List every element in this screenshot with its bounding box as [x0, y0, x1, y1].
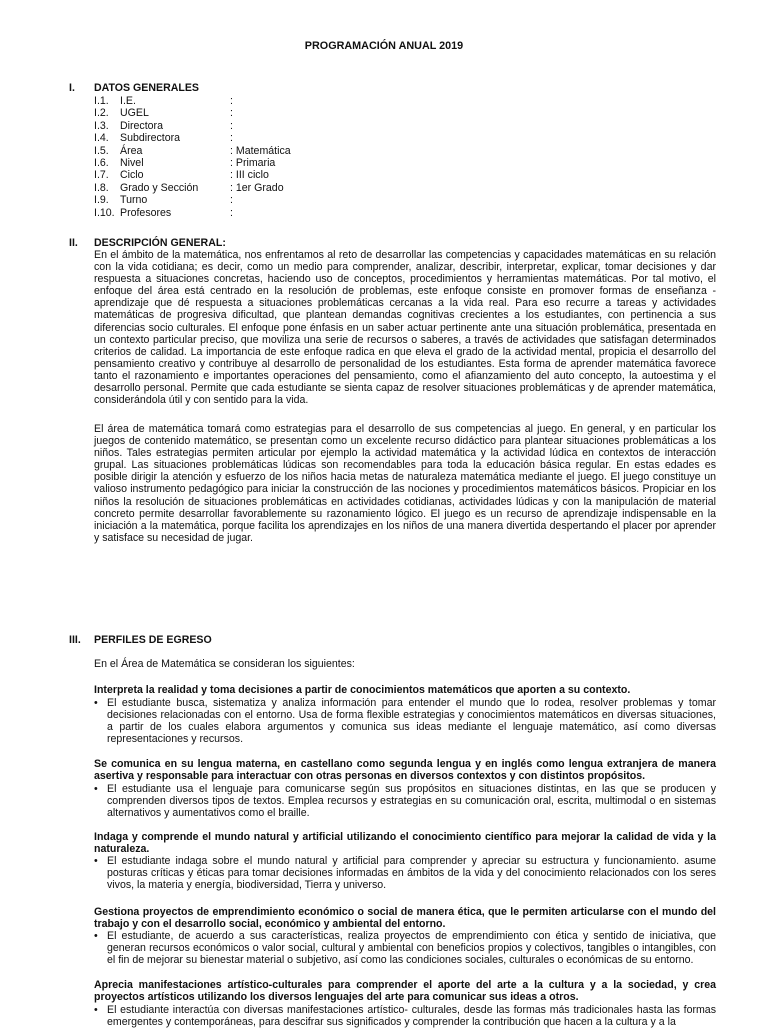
profile-heading: Se comunica en su lengua materna, en castellano como segunda lengua y en inglés como lengua extranjera de manera asertiva y responsable para interactuar con otras personas en diversos contextos y con distintos propósitos. — [94, 758, 716, 783]
row-number: I.2. — [94, 107, 109, 120]
general-data-row — [94, 107, 394, 119]
section-3-number: III. — [69, 634, 81, 646]
profile-bullet — [94, 1004, 716, 1028]
row-label: I.E. — [120, 95, 136, 107]
row-number: I.7. — [94, 169, 109, 182]
general-data-row — [94, 120, 394, 132]
general-data-row — [94, 207, 394, 219]
bullet-icon: • — [94, 1004, 98, 1016]
row-number: I.5. — [94, 144, 109, 157]
row-label: Turno — [120, 194, 148, 207]
row-label: Directora — [120, 119, 163, 132]
general-data-row — [94, 157, 394, 169]
profile-heading: Interpreta la realidad y toma decisiones a partir de conocimientos matemáticos que aporten a su contexto. — [94, 684, 631, 696]
row-value: : — [230, 194, 233, 207]
row-label: Nivel — [120, 156, 144, 169]
section-2-number: II. — [69, 237, 78, 249]
profile-heading: Indaga y comprende el mundo natural y artificial utilizando el conocimiento científico para mejorar la calidad de vida y la naturaleza. — [94, 831, 716, 856]
page-title: PROGRAMACIÓN ANUAL 2019 — [304, 40, 464, 52]
description-paragraph-2: El área de matemática tomará como estrategias para el desarrollo de sus competencias al juego. En general, y en particular los juegos de contenido matemático, se presentan como un excelente recurso didáctico para plantear situaciones problemáticas a los niños. Tales estrategias permiten articular por ejemplo la actividad matemática y la actividad lúdica en contextos de interacción grupal. Las situaciones problemáticas lúdicas son recomendables para toda la educación básica regular. En estas edades es posible dirigir la atención y esfuerzo de los niños hacia metas de naturaleza matemática mediante el juego. El juego constituye un valioso instrumento pedagógico para iniciar la construcción de las nociones y procedimientos matemáticos básicos. Propiciar en los niños la resolución de situaciones problemáticas en actividades cotidianas, actividades lúdicas y con la manipulación de material concreto permite desarrollar favorablemente su razonamiento lógico. El juego es un recurso de aprendizaje indispensable en la iniciación a la matemática, porque facilita los aprendizajes en los niños de una manera divertida despertando el placer por aprender y satisface su necesidad de jugar. — [94, 423, 716, 544]
profile-heading: Gestiona proyectos de emprendimiento económico o social de manera ética, que le permiten articularse con el mundo del trabajo y con el desarrollo social, económico y ambiental del entorno. — [94, 906, 716, 931]
row-value: : 1er Grado — [230, 181, 284, 194]
profile-bullet — [94, 783, 716, 819]
row-label: UGEL — [120, 107, 149, 120]
row-value: : Matemática — [230, 144, 291, 157]
profile-bullet-text: El estudiante busca, sistematiza y analiza información para entender el mundo que lo rodea, resolver problemas y tomar decisiones relacionadas con el entorno. Usa de forma flexible estrategias y conocimientos matemáticos en diversas situaciones, a partir de los cuales elabora argumentos y comunica sus ideas mediante el lenguaje matemático, así como diversas representaciones y recursos. — [107, 697, 716, 746]
general-data-row — [94, 169, 394, 181]
bullet-icon: • — [94, 930, 98, 942]
row-number: I.10. — [94, 206, 115, 219]
row-number: I.3. — [94, 119, 109, 132]
section-1-number: I. — [69, 82, 75, 94]
row-number: I.4. — [94, 132, 109, 145]
description-paragraph-1: En el ámbito de la matemática, nos enfrentamos al reto de desarrollar las competencias y capacidades matemáticas en su relación con la vida cotidiana; es decir, como un medio para comprender, analizar, describir, interpretar, explicar, tomar decisiones y dar respuesta a situaciones concretas, haciendo uso de conceptos, procedimientos y herramientas matemáticas. Por tal motivo, el enfoque del área está centrado en la resolución de problemas, este enfoque consiste en promover formas de enseñanza - aprendizaje que dé respuesta a situaciones problemáticas cercanas a la vida real. Para eso recurre a tareas y actividades matemáticas de progresiva dificultad, que plantean demandas cognitivas crecientes a los estudiantes, con pertinencia a sus diferencias socio culturales. El enfoque pone énfasis en un saber actuar pertinente ante una situación problemática, presentada en un contexto particular preciso, que moviliza una serie de recursos o saberes, a través de actividades que satisfagan determinados criterios de calidad. La importancia de este enfoque radica en que eleva el grado de la actividad mental, propicia el desarrollo del pensamiento creativo y contribuye al desarrollo de personalidad de los estudiantes. Esta forma de aprender matemática favorece tanto el razonamiento e importantes operaciones del pensamiento, como el afianzamiento del auto concepto, la autoestima y el desarrollo personal. Permite que cada estudiante se sienta capaz de resolver situaciones problemáticas y de aprender matemática, considerándola útil y con sentido para la vida. — [94, 249, 716, 407]
row-number: I.1. — [94, 95, 109, 107]
general-data-list — [94, 95, 394, 219]
row-label: Subdirectora — [120, 132, 181, 145]
profile-bullet-text: El estudiante, de acuerdo a sus características, realiza proyectos de emprendimiento con ética y sentido de iniciativa, que generan recursos económicos o valor social, cultural y ambiental con beneficios propios y colectivos, tangibles o intangibles, con el fin de mejorar su bienestar material o subjetivo, así como las condiciones sociales, culturales o económicas de su entorno. — [107, 930, 716, 967]
section-3-title: PERFILES DE EGRESO — [94, 634, 212, 646]
profiles-intro: En el Área de Matemática se consideran los siguientes: — [94, 658, 355, 670]
row-label: Grado y Sección — [120, 181, 199, 194]
row-value: : — [230, 132, 233, 145]
profile-bullet — [94, 697, 716, 745]
row-label: Ciclo — [120, 169, 144, 182]
row-value: : — [230, 119, 233, 132]
row-value: : III ciclo — [230, 169, 269, 182]
row-value: : — [230, 206, 233, 219]
section-1-title: DATOS GENERALES — [94, 82, 199, 94]
row-value: : Primaria — [230, 156, 276, 169]
row-value: : — [230, 95, 233, 107]
section-2-title: DESCRIPCIÓN GENERAL: — [94, 237, 226, 249]
row-label: Área — [120, 144, 143, 157]
row-number: I.9. — [94, 194, 109, 207]
row-value: : — [230, 107, 233, 120]
bullet-icon: • — [94, 855, 98, 867]
row-number: I.8. — [94, 181, 109, 194]
profile-heading: Aprecia manifestaciones artístico-culturales para comprender el aporte del arte a la cultura y a la sociedad, y crea proyectos artísticos utilizando los diversos lenguajes del arte para comunicar sus ideas a otros. — [94, 979, 716, 1004]
general-data-row — [94, 182, 394, 194]
general-data-row — [94, 194, 394, 206]
profile-bullet-text: El estudiante indaga sobre el mundo natural y artificial para comprender y apreciar su estructura y funcionamiento. asume posturas críticas y éticas para tomar decisiones informadas en ámbitos de la vida y del conocimiento relacionados con los seres vivos, la materia y energía, biodiversidad, Tierra y universo. — [107, 855, 716, 892]
general-data-row — [94, 95, 394, 107]
profile-bullet — [94, 855, 716, 891]
row-number: I.6. — [94, 156, 109, 169]
profile-bullet — [94, 930, 716, 966]
bullet-icon: • — [94, 783, 98, 795]
row-label: Profesores — [120, 206, 172, 219]
profile-bullet-text: El estudiante usa el lenguaje para comunicarse según sus propósitos en situaciones distintas, en las que se producen y comprenden diversos tipos de textos. Emplea recursos y estrategias en su comunicación oral, escrita, multimodal o en sistemas alternativos y aumentativos como el braille. — [107, 783, 716, 820]
bullet-icon: • — [94, 697, 98, 709]
profile-bullet-text: El estudiante interactúa con diversas manifestaciones artístico- culturales, desde las formas más tradicionales hasta las formas emergentes y contemporáneas, para descifrar sus significados y comprender la contribución que hacen a la cultura y a la — [107, 1004, 716, 1028]
general-data-row — [94, 145, 394, 157]
general-data-row — [94, 132, 394, 144]
